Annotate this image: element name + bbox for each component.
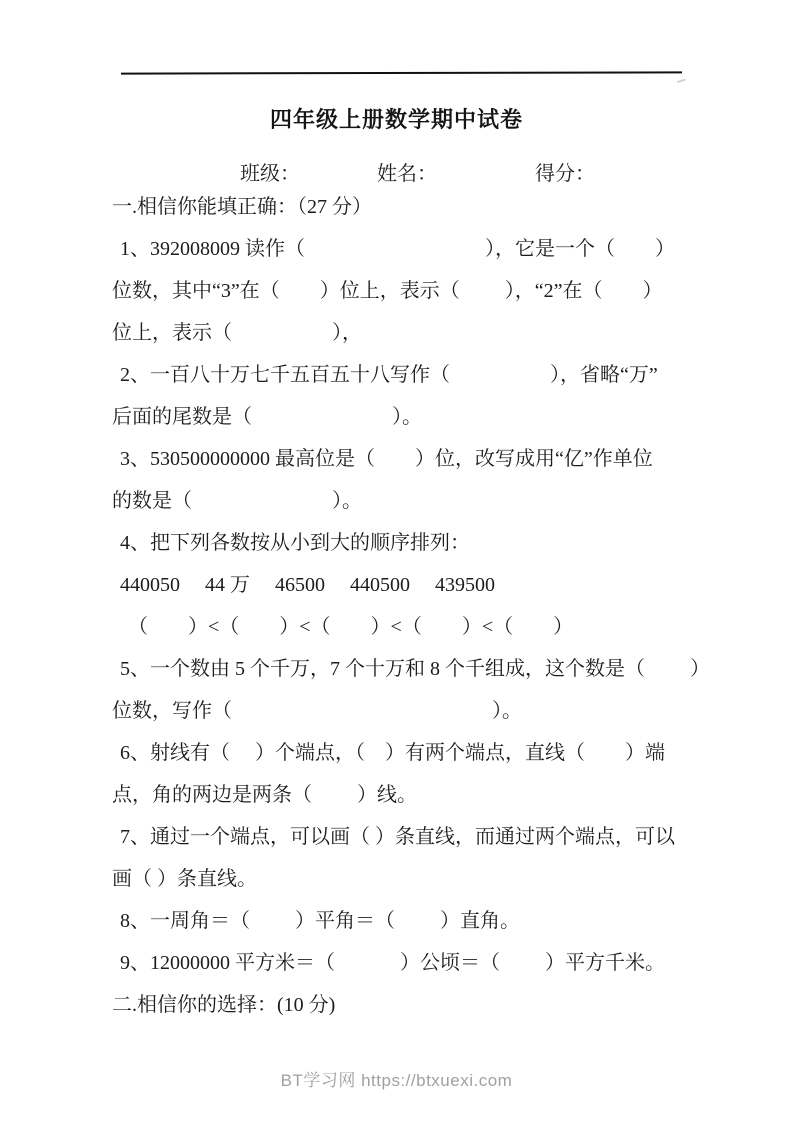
q9-line-1: 9、12000000 平方米＝（ ）公顷＝（ ）平方千米。: [120, 952, 665, 974]
section-1-heading: 一.相信你能填正确：（27 分）: [112, 196, 372, 218]
footer-watermark: [0, 1066, 793, 1091]
q1-line-2: 位数，其中“3”在（ ）位上，表示（ ），“2”在（ ）: [112, 280, 663, 302]
class-field-label: 班级：: [240, 163, 300, 185]
question-lines: [112, 186, 722, 1026]
student-info-row: [0, 157, 793, 183]
q1-line-1: 1、392008009 读作（ ），它是一个（ ）: [120, 238, 675, 260]
q3-line-1: 3、530500000000 最高位是（ ）位，改写成用“亿”作单位: [120, 448, 653, 470]
q7-line-2: 画（ ）条直线。: [112, 868, 257, 890]
q7-line-1: 7、通过一个端点，可以画（ ）条直线，而通过两个端点，可以: [120, 826, 675, 848]
q1-line-3: 位上，表示（ ），: [112, 322, 362, 344]
q4-line-1: 4、把下列各数按从小到大的顺序排列：: [120, 532, 470, 554]
footer-site-text: BT学习网 https://btxuexi.com: [280, 1071, 513, 1090]
scan-artifact-mark: [675, 73, 686, 83]
q2-line-2: 后面的尾数是（ ）。: [112, 406, 422, 428]
header-rule: [121, 71, 682, 74]
q5-line-2: 位数，写作（ ）。: [112, 700, 522, 722]
q3-line-2: 的数是（ ）。: [112, 490, 362, 512]
score-field-label: 得分：: [535, 163, 595, 185]
q8-line-1: 8、一周角＝（ ）平角＝（ ）直角。: [120, 910, 520, 932]
q2-line-1: 2、一百八十万七千五百五十八写作（ ），省略“万”: [120, 364, 658, 386]
q5-line-1: 5、一个数由 5 个千万，7 个十万和 8 个千组成，这个数是（ ）: [120, 658, 710, 680]
q4-answer-row: （ ）<（ ）<（ ）<（ ）<（ ）: [128, 616, 574, 638]
section-2-heading: 二.相信你的选择：(10 分): [112, 994, 336, 1016]
name-field-label: 姓名：: [377, 163, 437, 185]
q6-line-1: 6、射线有（ ）个端点，（ ）有两个端点，直线（ ）端: [120, 742, 665, 764]
exam-title: 四年级上册数学期中试卷: [269, 107, 523, 132]
q4-number-row: 440050 44 万 46500 440500 439500: [120, 574, 495, 596]
q6-line-2: 点，角的两边是两条（ ）线。: [112, 784, 417, 806]
